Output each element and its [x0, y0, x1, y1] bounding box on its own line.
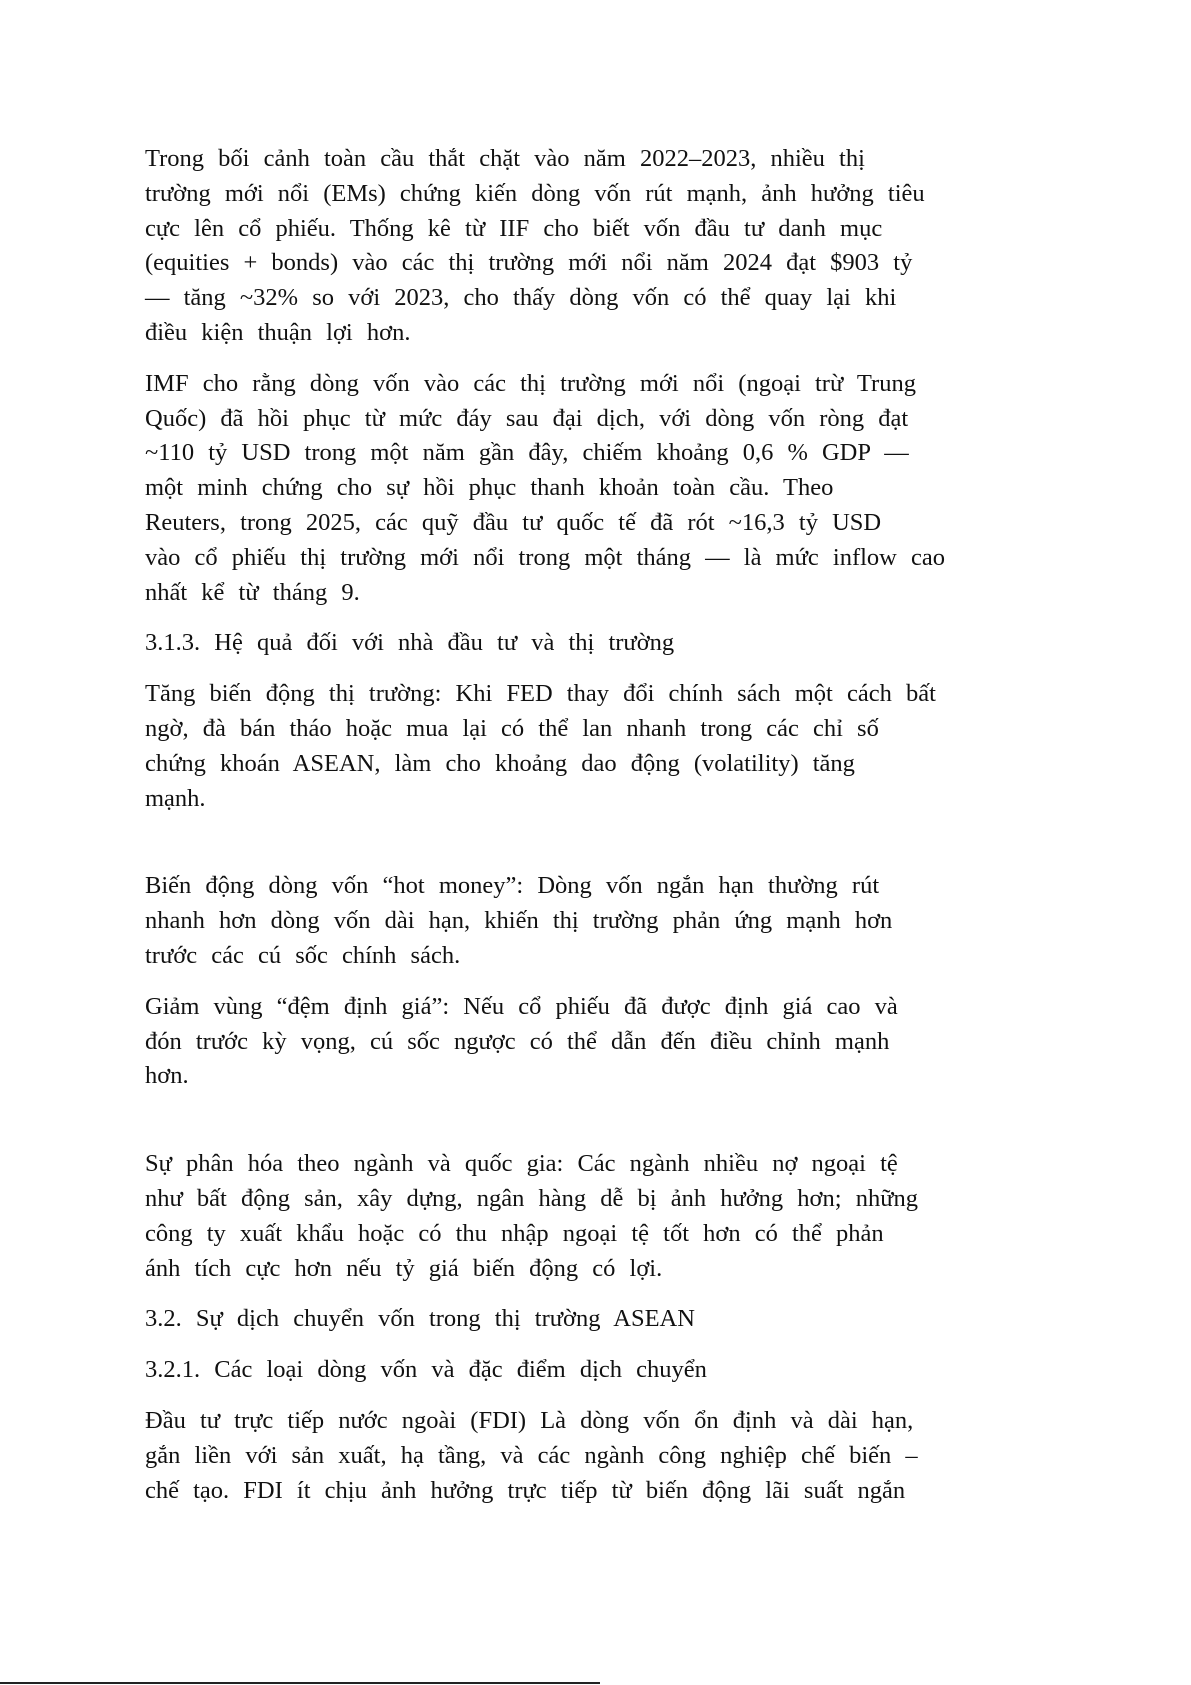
text-line: nhất kể từ tháng 9. — [145, 578, 360, 606]
paragraph-spacer — [145, 351, 1045, 367]
text-line: như bất động sản, xây dựng, ngân hàng dễ bị ảnh hưởng hơn; những — [145, 1184, 918, 1212]
paragraph-spacer — [145, 661, 1045, 677]
text-line: ngờ, đà bán tháo hoặc mua lại có thể lan nhanh trong các chỉ số — [145, 714, 879, 742]
text-line: chế tạo. FDI ít chịu ảnh hưởng trực tiếp từ biến động lãi suất ngắn — [145, 1476, 906, 1504]
text-line: công ty xuất khẩu hoặc có thu nhập ngoại tệ tốt hơn có thể phản — [145, 1219, 884, 1247]
section-heading-3-2-1 — [145, 1353, 1045, 1388]
text-line: Quốc) đã hồi phục từ mức đáy sau đại dịch, với dòng vốn ròng đạt — [145, 404, 909, 432]
paragraph-fdi — [145, 1404, 1045, 1508]
paragraph-spacer — [145, 1286, 1045, 1302]
text-line: chứng khoán ASEAN, làm cho khoảng dao động (volatility) tăng — [145, 749, 855, 777]
text-line: ánh tích cực hơn nếu tỷ giá biến động có lợi. — [145, 1254, 663, 1282]
text-line: hơn. — [145, 1062, 189, 1090]
text-line: trước các cú sốc chính sách. — [145, 941, 461, 969]
heading-text: 3.1.3. Hệ quả đối với nhà đầu tư và thị trường — [145, 629, 675, 657]
document-body — [145, 142, 1045, 1508]
text-line: Biến động dòng vốn “hot money”: Dòng vốn ngắn hạn thường rút — [145, 872, 880, 900]
text-line: Sự phân hóa theo ngành và quốc gia: Các ngành nhiều nợ ngoại tệ — [145, 1150, 898, 1178]
text-line: Đầu tư trực tiếp nước ngoài (FDI) Là dòng vốn ổn định và dài hạn, — [145, 1406, 914, 1434]
heading-text: 3.2.1. Các loại dòng vốn và đặc điểm dịch chuyển — [145, 1356, 707, 1384]
section-heading-3-1-3 — [145, 626, 1045, 661]
paragraph-imf-recovery — [145, 367, 1045, 611]
text-line: gắn liền với sản xuất, hạ tầng, và các ngành công nghiệp chế biến – — [145, 1441, 918, 1469]
text-line: IMF cho rằng dòng vốn vào các thị trường mới nổi (ngoại trừ Trung — [145, 369, 916, 397]
text-line: Trong bối cảnh toàn cầu thắt chặt vào năm 2022–2023, nhiều thị — [145, 145, 865, 172]
page-bottom-rule — [0, 1682, 600, 1684]
section-heading-3-2 — [145, 1302, 1045, 1337]
text-line: mạnh. — [145, 784, 206, 812]
paragraph-spacer — [145, 610, 1045, 626]
text-line: điều kiện thuận lợi hơn. — [145, 318, 411, 346]
paragraph-spacer — [145, 1337, 1045, 1353]
text-line: cực lên cổ phiếu. Thống kê từ IIF cho biết vốn đầu tư danh mục — [145, 214, 883, 242]
paragraph-spacer — [145, 1094, 1045, 1147]
text-line: Tăng biến động thị trường: Khi FED thay đổi chính sách một cách bất — [145, 680, 936, 708]
paragraph-hot-money — [145, 869, 1045, 973]
text-line: nhanh hơn dòng vốn dài hạn, khiến thị trường phản ứng mạnh hơn — [145, 907, 893, 935]
paragraph-spacer — [145, 974, 1045, 990]
text-line: trường mới nổi (EMs) chứng kiến dòng vốn rút mạnh, ảnh hưởng tiêu — [145, 179, 925, 207]
text-line: đón trước kỳ vọng, cú sốc ngược có thể dẫn đến điều chỉnh mạnh — [145, 1027, 890, 1055]
text-line: vào cổ phiếu thị trường mới nổi trong một tháng — là mức inflow cao — [145, 543, 945, 571]
paragraph-spacer — [145, 1388, 1045, 1404]
text-line: Giảm vùng “đệm định giá”: Nếu cổ phiếu đã được định giá cao và — [145, 992, 898, 1020]
text-line: ~110 tỷ USD trong một năm gần đây, chiếm khoảng 0,6 % GDP — — [145, 439, 909, 467]
paragraph-sector-divergence — [145, 1147, 1045, 1286]
text-line: — tăng ~32% so với 2023, cho thấy dòng vốn có thể quay lại khi — [145, 284, 897, 312]
paragraph-spacer — [145, 816, 1045, 869]
paragraph-em-outflows — [145, 142, 1045, 351]
text-line: một minh chứng cho sự hồi phục thanh khoản toàn cầu. Theo — [145, 474, 834, 502]
heading-text: 3.2. Sự dịch chuyển vốn trong thị trường ASEAN — [145, 1305, 695, 1333]
paragraph-valuation-buffer — [145, 990, 1045, 1094]
paragraph-market-volatility — [145, 677, 1045, 816]
text-line: (equities + bonds) vào các thị trường mới nổi năm 2024 đạt $903 tỷ — [145, 249, 913, 277]
text-line: Reuters, trong 2025, các quỹ đầu tư quốc tế đã rót ~16,3 tỷ USD — [145, 508, 882, 536]
